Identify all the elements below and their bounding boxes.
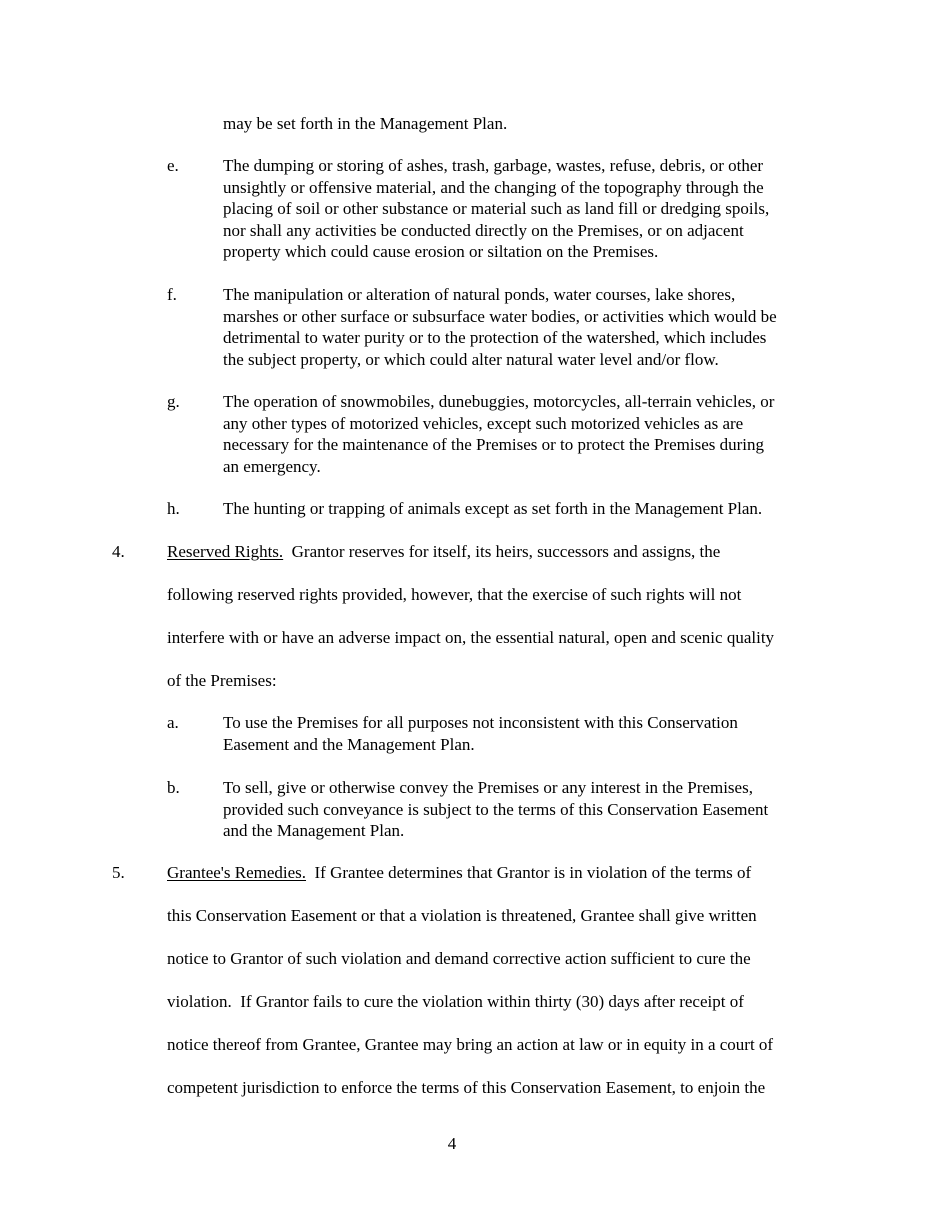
section-4-heading: Reserved Rights. <box>167 542 284 561</box>
section-4-item-b-line: To sell, give or otherwise convey the Premises or any interest in the Premises, <box>223 778 753 797</box>
section-5-line: this Conservation Easement or that a violation is threatened, Grantee shall give written <box>167 906 757 925</box>
item-g-line: any other types of motorized vehicles, except such motorized vehicles as are <box>223 413 744 433</box>
item-f-line: detrimental to water purity or to the protection of the watershed, which includes <box>223 328 767 347</box>
section-4-item-b-line: and the Management Plan. <box>223 821 405 840</box>
item-g-line: an emergency. <box>223 456 321 476</box>
section-5-number: 5. <box>112 863 125 882</box>
item-g-line: The operation of snowmobiles, dunebuggies, motorcycles, all-terrain vehicles, or <box>223 392 775 411</box>
item-e-line: property which could cause erosion or siltation on the Premises. <box>223 242 659 261</box>
section-4-item-a-marker: a. <box>167 713 179 732</box>
section-4-item-b-line: provided such conveyance is subject to the terms of this Conservation Easement <box>223 799 769 819</box>
item-f-line: The manipulation or alteration of natural ponds, water courses, lake shores, <box>223 285 736 304</box>
item-h-marker: h. <box>167 499 180 518</box>
item-f-line: marshes or other surface or subsurface water bodies, or activities which would be <box>223 306 777 326</box>
section-4-line: of the Premises: <box>167 671 277 690</box>
item-e-line: unsightly or offensive material, and the changing of the topography through the <box>223 177 764 197</box>
section-5-line: violation. If Grantor fails to cure the violation within thirty (30) days after receipt of <box>167 992 744 1011</box>
section-5-line: notice to Grantor of such violation and demand corrective action sufficient to cure the <box>167 949 751 968</box>
item-e-line: The dumping or storing of ashes, trash, garbage, wastes, refuse, debris, or other <box>223 156 764 175</box>
section-4-text: Grantor reserves for itself, its heirs, successors and assigns, the <box>291 542 721 561</box>
continuation-line: may be set forth in the Management Plan. <box>223 114 508 133</box>
item-g-marker: g. <box>167 392 180 411</box>
section-4-item-a-line: Easement and the Management Plan. <box>223 734 475 754</box>
section-5-text: If Grantee determines that Grantor is in violation of the terms of <box>314 863 752 882</box>
section-4-item-a-line: To use the Premises for all purposes not inconsistent with this Conservation <box>223 713 738 732</box>
section-4-item-b-marker: b. <box>167 778 180 797</box>
item-g-line: necessary for the maintenance of the Premises or to protect the Premises during <box>223 435 764 454</box>
item-e-line: nor shall any activities be conducted directly on the Premises, or on adjacent <box>223 220 744 240</box>
item-e-line: placing of soil or other substance or material such as land fill or dredging spoils, <box>223 199 770 218</box>
item-f-marker: f. <box>167 285 177 304</box>
item-e-marker: e. <box>167 156 179 175</box>
page-number: 4 <box>447 1134 457 1153</box>
section-5-line: notice thereof from Grantee, Grantee may bring an action at law or in equity in a court of <box>167 1035 774 1054</box>
section-5-first-line <box>167 862 751 884</box>
item-h-line: The hunting or trapping of animals except as set forth in the Management Plan. <box>223 499 763 518</box>
section-4-first-line <box>167 541 720 563</box>
section-5-heading: Grantee's Remedies. <box>167 863 307 882</box>
section-4-line: interfere with or have an adverse impact on, the essential natural, open and scenic quality <box>167 628 775 647</box>
item-f-line: the subject property, or which could alter natural water level and/or flow. <box>223 349 719 369</box>
section-5-line: competent jurisdiction to enforce the terms of this Conservation Easement, to enjoin the <box>167 1078 766 1097</box>
section-4-number: 4. <box>112 542 125 561</box>
section-4-line: following reserved rights provided, however, that the exercise of such rights will not <box>167 585 742 604</box>
